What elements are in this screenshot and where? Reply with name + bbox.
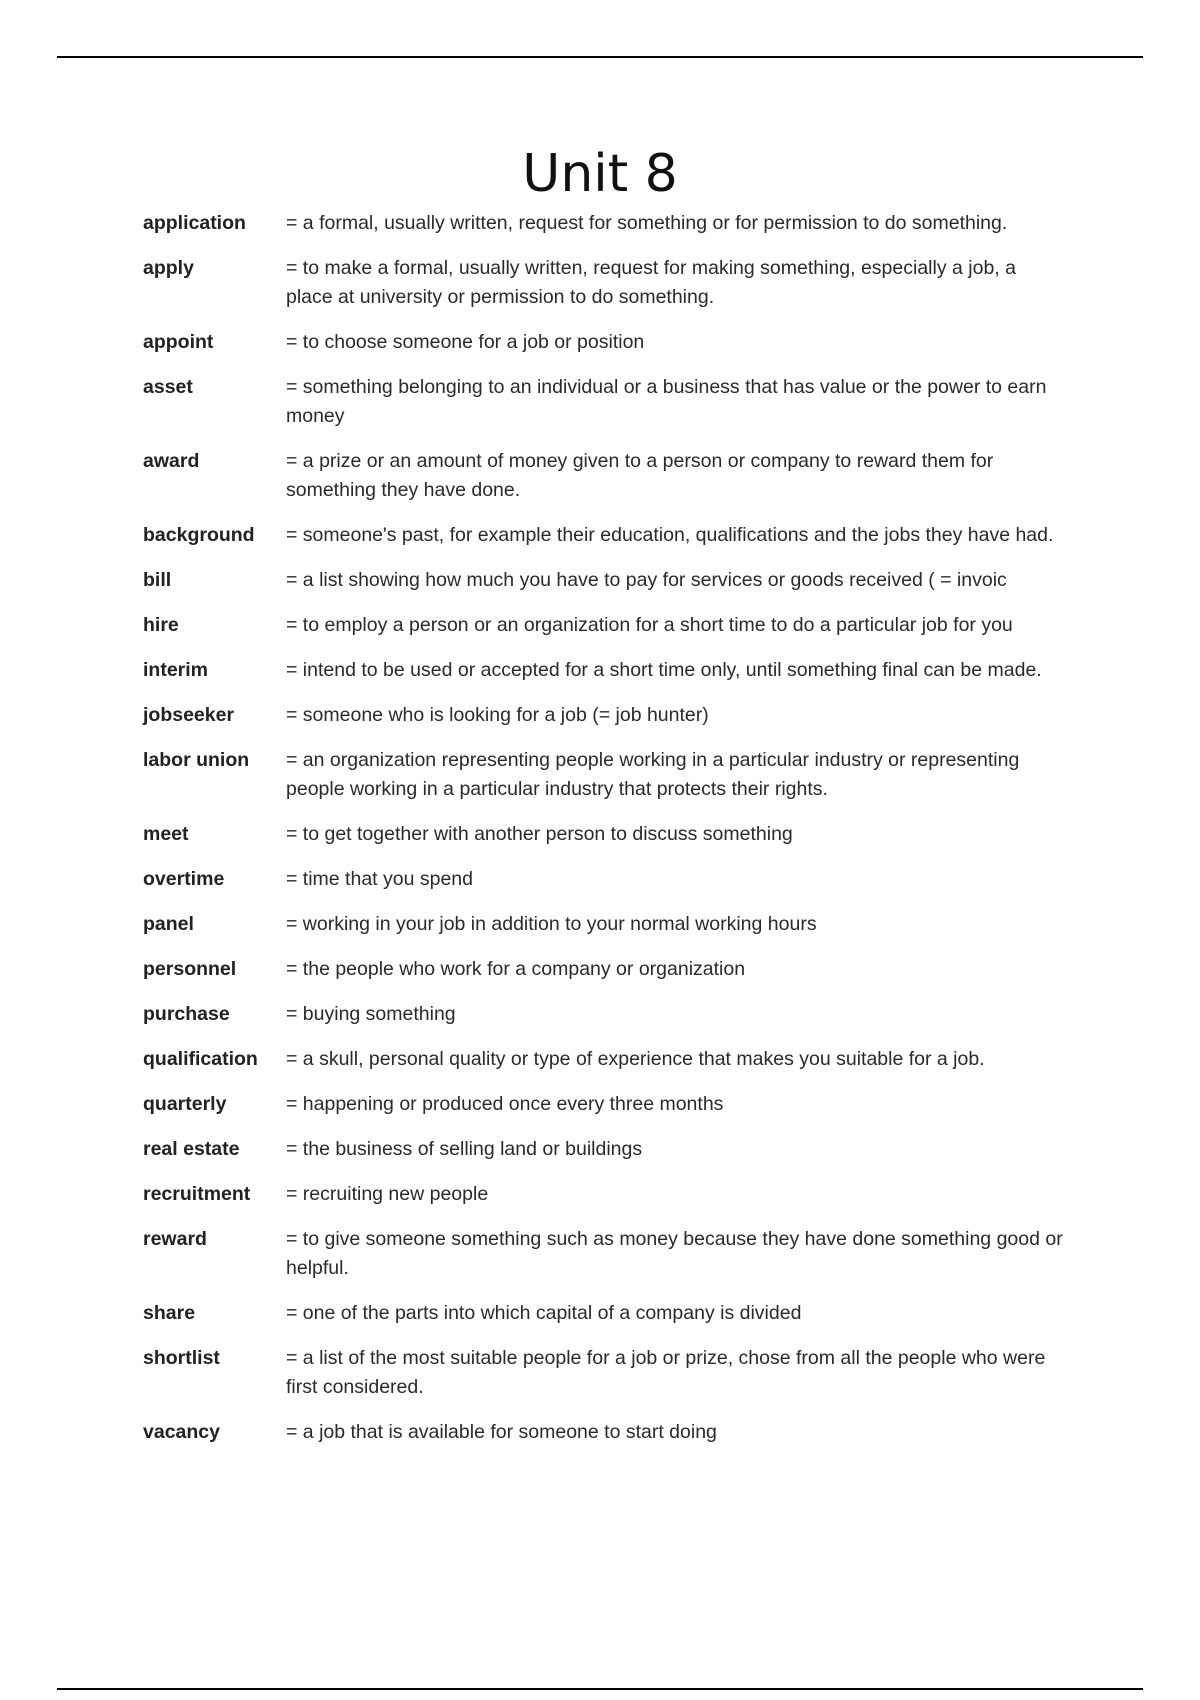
glossary-definition: = something belonging to an individual or a business that has value or the power to earn money [286, 376, 1047, 427]
glossary-term: personnel [143, 958, 237, 980]
glossary-entry [143, 865, 1073, 894]
glossary-term: purchase [143, 1003, 230, 1025]
glossary-entry [143, 1344, 1073, 1402]
top-divider [57, 56, 1143, 58]
glossary-entry [143, 209, 1073, 238]
page-title: Unit 8 [522, 144, 678, 204]
glossary-definition: = one of the parts into which capital of a company is divided [286, 1302, 802, 1324]
glossary-term: meet [143, 823, 189, 845]
glossary-term: apply [143, 257, 194, 279]
glossary-entry [143, 1045, 1073, 1074]
glossary-term: quarterly [143, 1093, 227, 1115]
glossary-definition: = to give someone something such as money because they have done something good or helpful. [286, 1228, 1063, 1279]
glossary-term: share [143, 1302, 196, 1324]
glossary-entry [143, 1299, 1073, 1328]
glossary-definition: = a list showing how much you have to pay for services or goods received ( = invoic [286, 569, 1007, 591]
glossary-term: jobseeker [143, 704, 235, 726]
glossary-term: bill [143, 569, 172, 591]
glossary-entry [143, 701, 1073, 730]
glossary-term: background [143, 524, 255, 546]
glossary-entry [143, 746, 1073, 804]
glossary-definition: = a list of the most suitable people for a job or prize, chose from all the people who were first considered. [286, 1347, 1046, 1398]
glossary-term: interim [143, 659, 209, 681]
glossary-entry [143, 1135, 1073, 1164]
glossary-definition: = a prize or an amount of money given to a person or company to reward them for something they have done. [286, 450, 994, 501]
glossary-definition: = the people who work for a company or organization [286, 958, 746, 980]
glossary-term: reward [143, 1228, 207, 1250]
glossary-definition: = recruiting new people [286, 1183, 489, 1205]
glossary-definition: = working in your job in addition to your normal working hours [286, 913, 817, 935]
glossary-definition: = buying something [286, 1003, 456, 1025]
glossary-entry [143, 1090, 1073, 1119]
glossary-definition: = someone who is looking for a job (= job hunter) [286, 704, 709, 726]
glossary-term: qualification [143, 1048, 258, 1070]
glossary-entry [143, 955, 1073, 984]
glossary-definition: = a skull, personal quality or type of experience that makes you suitable for a job. [286, 1048, 985, 1070]
glossary-term: asset [143, 376, 193, 398]
glossary-term: panel [143, 913, 194, 935]
glossary-entry [143, 447, 1073, 505]
glossary-list [143, 209, 1073, 1463]
glossary-term: appoint [143, 331, 214, 353]
bottom-divider [57, 1688, 1143, 1690]
glossary-term: labor union [143, 749, 250, 771]
glossary-entry [143, 910, 1073, 939]
glossary-entry [143, 1180, 1073, 1209]
glossary-term: application [143, 212, 246, 234]
glossary-entry [143, 820, 1073, 849]
glossary-term: award [143, 450, 200, 472]
glossary-definition: = to make a formal, usually written, request for making something, especially a job, a place at university or permission to do something. [286, 257, 1016, 308]
glossary-definition: = a job that is available for someone to start doing [286, 1421, 717, 1443]
glossary-term: real estate [143, 1138, 240, 1160]
glossary-definition: = to employ a person or an organization for a short time to do a particular job for you [286, 614, 1013, 636]
glossary-term: vacancy [143, 1421, 220, 1443]
glossary-definition: = a formal, usually written, request for something or for permission to do something. [286, 212, 1008, 234]
glossary-entry [143, 521, 1073, 550]
glossary-entry [143, 254, 1073, 312]
glossary-entry [143, 566, 1073, 595]
glossary-definition: = to choose someone for a job or position [286, 331, 645, 353]
glossary-definition: = an organization representing people working in a particular industry or representing people working in a particular industry that protects their rights. [286, 749, 1020, 800]
glossary-entry [143, 656, 1073, 685]
glossary-term: hire [143, 614, 179, 636]
glossary-term: overtime [143, 868, 225, 890]
glossary-definition: = the business of selling land or buildings [286, 1138, 643, 1160]
glossary-term: shortlist [143, 1347, 220, 1369]
glossary-entry [143, 1225, 1073, 1283]
glossary-entry [143, 1000, 1073, 1029]
glossary-entry [143, 373, 1073, 431]
glossary-entry [143, 611, 1073, 640]
glossary-definition: = time that you spend [286, 868, 473, 890]
glossary-definition: = intend to be used or accepted for a short time only, until something final can be made. [286, 659, 1042, 681]
glossary-definition: = someone's past, for example their education, qualifications and the jobs they have had. [286, 524, 1054, 546]
glossary-entry [143, 328, 1073, 357]
glossary-definition: = to get together with another person to discuss something [286, 823, 793, 845]
glossary-definition: = happening or produced once every three months [286, 1093, 724, 1115]
glossary-term: recruitment [143, 1183, 251, 1205]
glossary-entry [143, 1418, 1073, 1447]
